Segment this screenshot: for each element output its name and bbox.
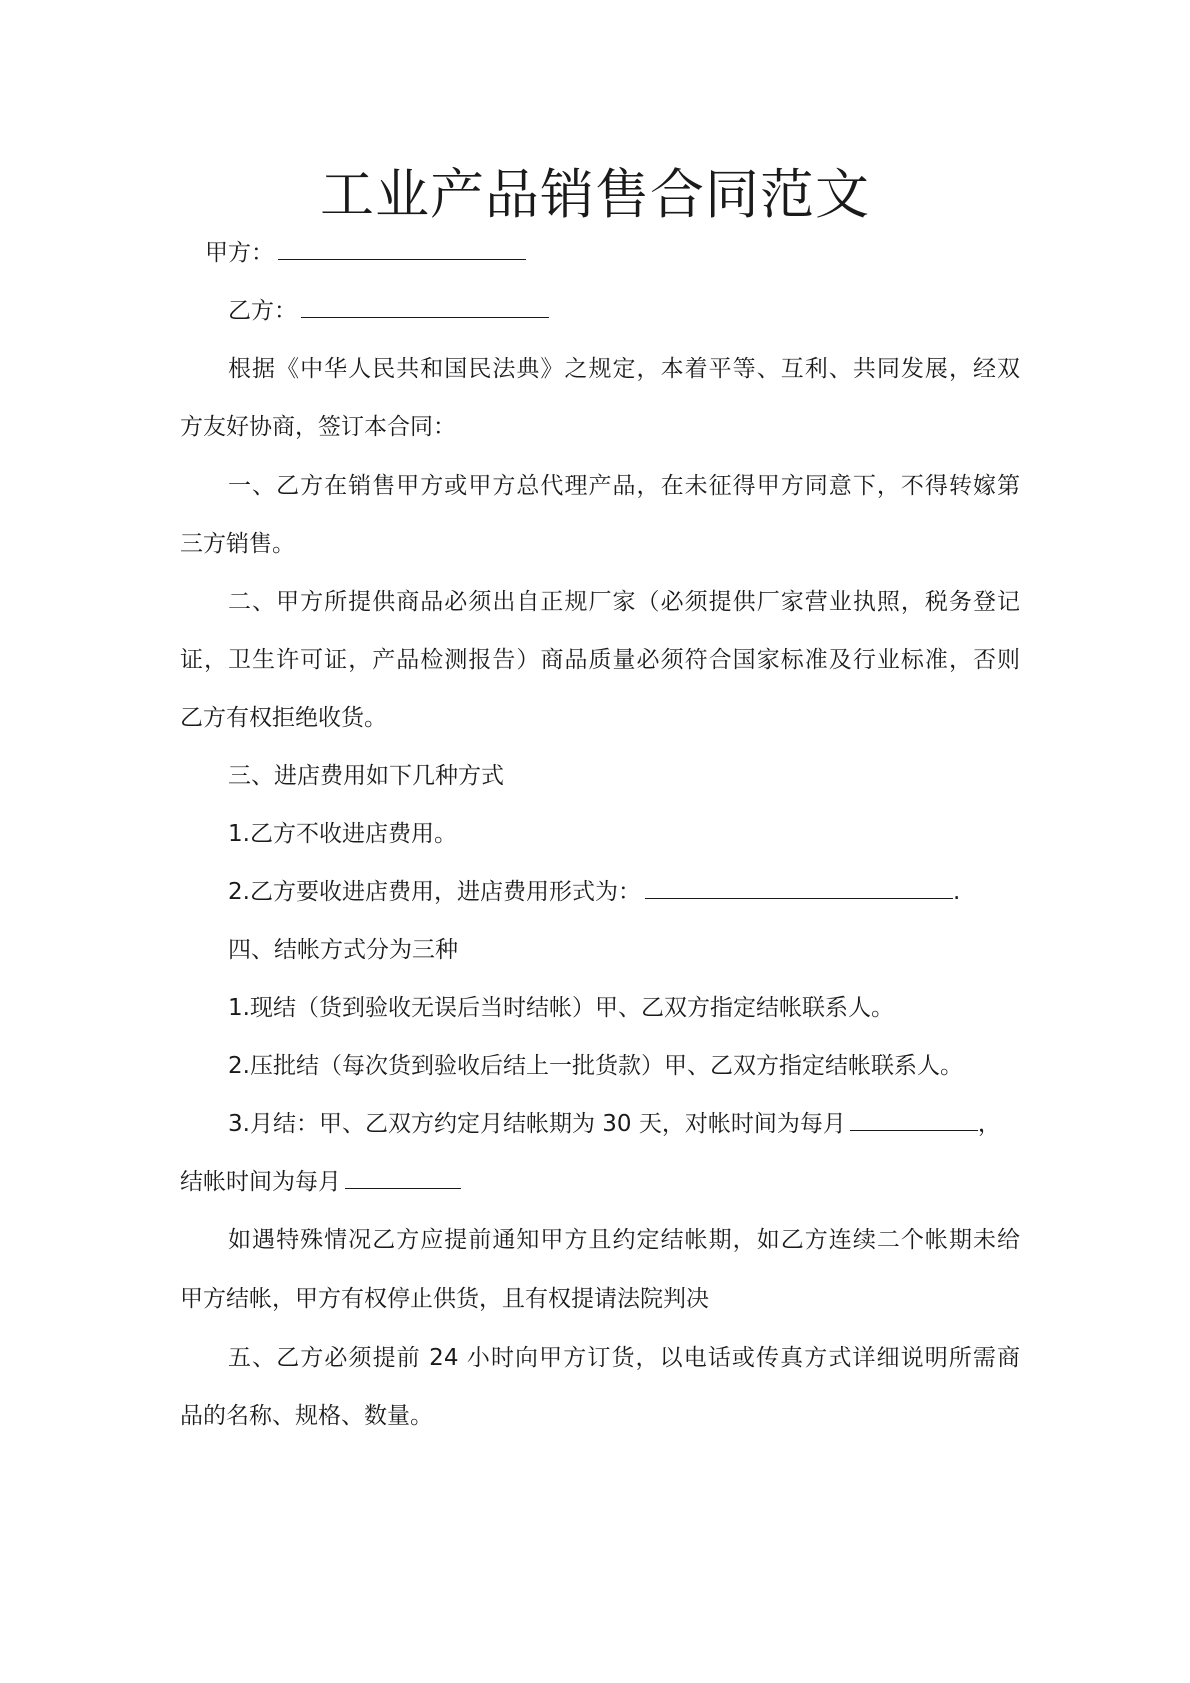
special-line-2: 甲方结帐，甲方有权停止供货，且有权提请法院判决: [180, 1286, 709, 1312]
settlement-date-blank[interactable]: [345, 1166, 461, 1189]
intro-line-2: 方友好协商，签订本合同：: [180, 414, 456, 440]
clause-3-item-1: 1.乙方不收进店费用。: [228, 821, 457, 847]
intro-line-1: 根据《中华人民共和国民法典》之规定，本着平等、互利、共同发展，经双: [228, 356, 1020, 382]
clause-5-line-1: 五、乙方必须提前 24 小时向甲方订货，以电话或传真方式详细说明所需商: [228, 1345, 1020, 1371]
clause-3-item-2-text: 2.乙方要收进店费用，进店费用形式为：: [228, 879, 641, 905]
clause-4-item-3-end: ，: [977, 1111, 1001, 1137]
clause-4-item-2: 2.压批结（每次货到验收后结上一批货款）甲、乙双方指定结帐联系人。: [228, 1053, 963, 1079]
clause-1-line-1: 一、乙方在销售甲方或甲方总代理产品，在未征得甲方同意下，不得转嫁第: [228, 473, 1020, 499]
party-b-blank[interactable]: [301, 295, 549, 318]
clause-3-item-2: [228, 876, 1020, 908]
clause-1-line-2: 三方销售。: [180, 531, 295, 557]
clause-2-line-3: 乙方有权拒绝收货。: [180, 705, 387, 731]
entry-fee-form-blank[interactable]: [645, 876, 953, 899]
clause-2-line-1: 二、甲方所提供商品必须出自正规厂家（必须提供厂家营业执照，税务登记: [228, 589, 1020, 615]
document-title: 工业产品销售合同范文: [320, 163, 870, 226]
party-a-blank[interactable]: [278, 237, 526, 260]
clause-4-item-1: 1.现结（货到验收无误后当时结帐）甲、乙双方指定结帐联系人。: [228, 995, 894, 1021]
party-a-line: [205, 237, 1045, 269]
clause-4-item-3-line-2: [180, 1166, 1020, 1198]
clause-3-item-2-end: .: [952, 879, 961, 905]
clause-2-line-2: 证，卫生许可证，产品检测报告）商品质量必须符合国家标准及行业标准，否则: [180, 647, 1020, 673]
reconcile-date-blank[interactable]: [850, 1108, 978, 1131]
clause-5-line-2: 品的名称、规格、数量。: [180, 1403, 433, 1429]
special-line-1: 如遇特殊情况乙方应提前通知甲方且约定结帐期，如乙方连续二个帐期未给: [228, 1227, 1020, 1253]
party-b-label: 乙方：: [228, 298, 297, 324]
clause-4-heading: 四、结帐方式分为三种: [228, 937, 458, 963]
clause-4-item-3: [228, 1108, 1020, 1140]
party-a-label: 甲方：: [205, 240, 274, 266]
party-b-line: [228, 295, 1020, 327]
clause-4-item-3-text: 3.月结：甲、乙双方约定月结帐期为 30 天，对帐时间为每月: [228, 1111, 846, 1137]
settlement-date-label: 结帐时间为每月: [180, 1169, 341, 1195]
clause-3-heading: 三、进店费用如下几种方式: [228, 763, 504, 789]
